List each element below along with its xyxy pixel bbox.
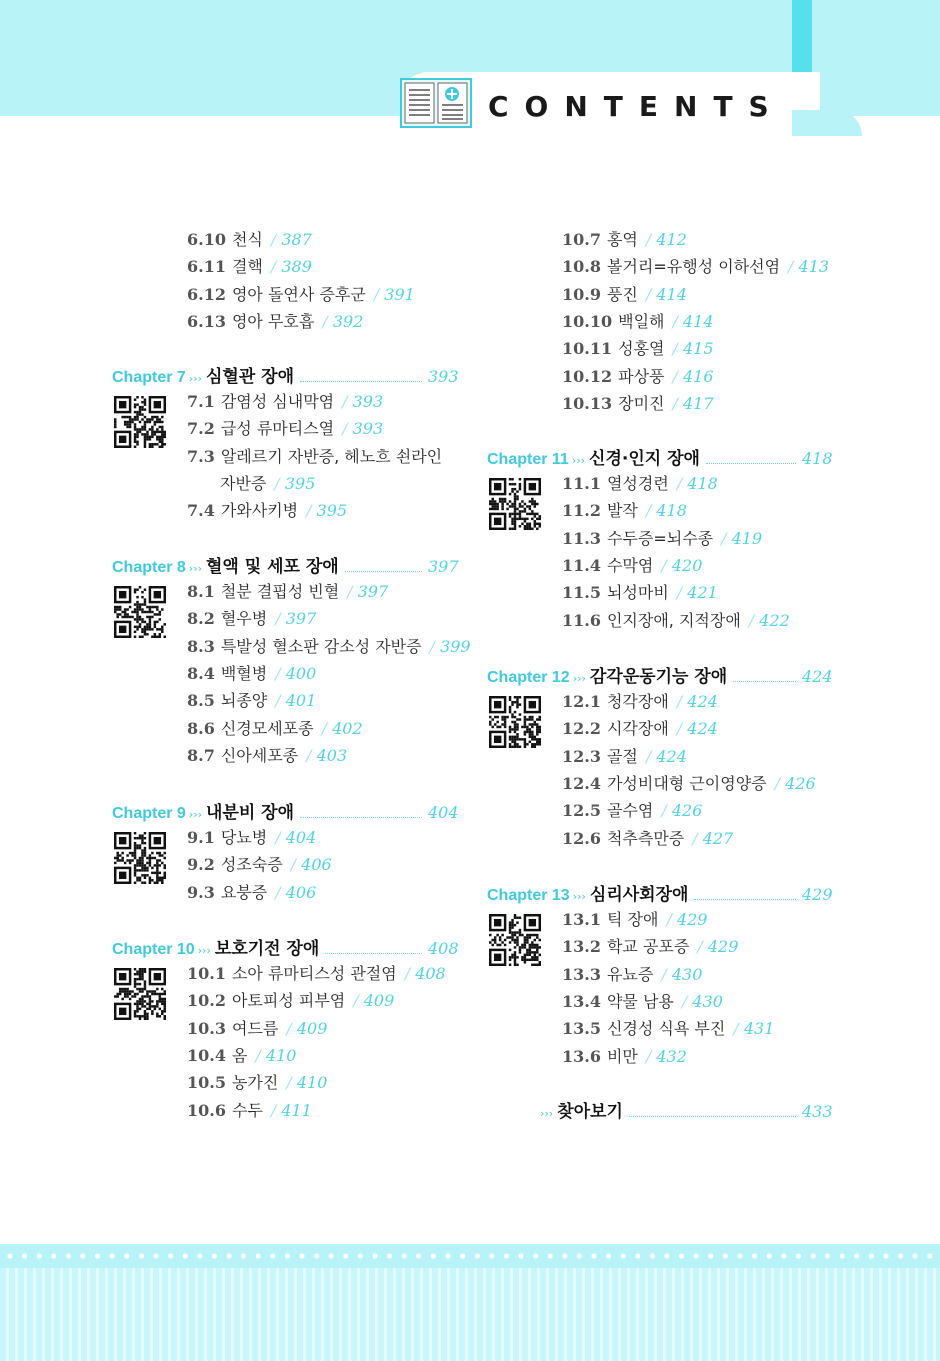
page-number: / 402: [322, 719, 363, 738]
toc-entry[interactable]: [562, 774, 816, 794]
page-number: / 410: [255, 1046, 296, 1065]
toc-entry[interactable]: [187, 964, 446, 984]
toc-entry[interactable]: [562, 367, 714, 387]
footer-stripes: [0, 1268, 940, 1361]
chapter-page-number: 397: [428, 557, 459, 576]
qr-code-icon[interactable]: [114, 586, 166, 638]
toc-entry[interactable]: [187, 257, 312, 277]
page-number: / 430: [682, 992, 723, 1011]
section-number: 12.5: [562, 801, 601, 821]
section-number: 9.1: [187, 828, 215, 847]
page-number: / 424: [677, 719, 718, 738]
section-number: 10.5: [187, 1073, 226, 1093]
toc-entry[interactable]: [187, 392, 383, 412]
section-title: 볼거리=유행성 이하선염: [606, 257, 781, 277]
toc-entry[interactable]: [562, 910, 707, 930]
toc-entry[interactable]: [562, 501, 687, 521]
page-number: / 395: [306, 501, 347, 520]
section-number: 12.2: [562, 719, 601, 739]
chapter-page-number: 393: [428, 367, 459, 386]
section-number: 10.6: [187, 1100, 226, 1120]
section-title: 천식: [231, 230, 263, 249]
section-title: 골절: [606, 746, 638, 766]
section-title: 시각장애: [606, 719, 669, 739]
page-number: / 403: [306, 746, 347, 765]
page-number: / 397: [347, 582, 388, 601]
section-number: 12.4: [562, 773, 601, 793]
page-number: / 406: [291, 855, 332, 874]
section-number: 11.1: [562, 474, 601, 493]
section-number: 10.9: [562, 284, 601, 304]
page-number: / 429: [666, 910, 707, 929]
page-number: / 389: [271, 257, 312, 276]
chapter-label: Chapter 13: [487, 887, 570, 904]
toc-entry[interactable]: [562, 992, 723, 1012]
toc-entry[interactable]: [187, 883, 316, 903]
page-number: / 400: [275, 664, 316, 683]
section-title: 급성 류마티스열: [220, 419, 335, 439]
toc-entry[interactable]: [562, 747, 687, 767]
section-number: 13.6: [562, 1046, 601, 1066]
toc-entry[interactable]: [187, 1046, 296, 1066]
leader-dots: [300, 817, 422, 818]
section-title: 신아세포종: [220, 745, 299, 765]
chevron-right-icon: ›››: [572, 672, 586, 685]
section-number: 8.1: [187, 582, 215, 601]
toc-entry[interactable]: [187, 746, 347, 766]
section-title: 틱 장애: [606, 910, 659, 929]
page-number: / 427: [692, 829, 733, 848]
chapter-heading[interactable]: [112, 556, 339, 580]
toc-entry[interactable]: [562, 829, 733, 849]
page-number: / 424: [646, 747, 687, 766]
page-number: / 387: [271, 230, 312, 249]
section-number: 6.13: [187, 311, 226, 331]
section-title: 홍역: [606, 230, 638, 249]
section-title: 당뇨병: [220, 828, 268, 847]
section-number: 10.12: [562, 366, 613, 386]
section-title: 신경모세포종: [220, 718, 314, 738]
page-number: / 397: [275, 609, 316, 628]
toc-entry[interactable]: [187, 312, 363, 332]
section-title: 신경성 식욕 부진: [606, 1019, 726, 1039]
section-title: 풍진: [606, 284, 638, 304]
page-number: / 392: [322, 312, 363, 331]
leader-dots: [733, 681, 796, 682]
section-number: 11.3: [562, 528, 601, 548]
section-title: 유뇨증: [606, 964, 654, 984]
page-number: / 393: [342, 419, 383, 438]
section-number: 13.3: [562, 964, 601, 984]
toc-entry[interactable]: [562, 312, 714, 332]
page-number: / 422: [749, 611, 790, 630]
toc-entry[interactable]: [187, 828, 316, 848]
toc-entry[interactable]: [562, 556, 702, 576]
book-plus-icon: [400, 78, 472, 128]
section-title: 척추측만증: [606, 828, 685, 848]
page-number: / 409: [286, 1019, 327, 1038]
toc-entry[interactable]: [562, 937, 738, 957]
toc-entry[interactable]: [562, 339, 714, 359]
toc-entry[interactable]: [187, 855, 332, 875]
page-number: / 429: [697, 937, 738, 956]
page-number: / 418: [677, 474, 718, 493]
page-number: / 406: [275, 883, 316, 902]
section-number: 12.1: [562, 692, 601, 711]
section-number: 11.6: [562, 610, 601, 630]
chapter-title: 혈액 및 세포 장애: [206, 557, 339, 577]
page-number: / 424: [677, 692, 718, 711]
toc-entry[interactable]: [187, 582, 388, 602]
toc-entry[interactable]: [562, 583, 718, 603]
section-title: 혈우병: [220, 609, 268, 629]
section-title: 파상풍: [618, 366, 665, 386]
section-number: 8.7: [187, 745, 215, 765]
section-title: 백혈병: [220, 663, 268, 683]
section-title: 약물 남용: [606, 991, 674, 1011]
chapter-heading[interactable]: [112, 802, 294, 826]
page-number: / 426: [661, 801, 702, 820]
chapter-title: 심리사회장애: [589, 885, 689, 905]
section-title: 발작: [606, 501, 638, 521]
section-title: 비만: [606, 1046, 638, 1066]
toc-entry[interactable]: [562, 1047, 687, 1067]
page-number: / 413: [788, 257, 829, 276]
section-number: 10.2: [187, 991, 226, 1011]
chapter-label: Chapter 8: [112, 559, 186, 576]
chapter-page-number: 418: [802, 449, 833, 468]
chapter-heading[interactable]: [112, 366, 294, 390]
toc-entry[interactable]: [562, 965, 702, 985]
section-number: 10.11: [562, 339, 613, 359]
page-number: / 393: [342, 392, 383, 411]
chapter-title: 보호기전 장애: [214, 939, 320, 959]
section-title: 학교 공포증: [606, 937, 690, 957]
section-number: 10.7: [562, 230, 601, 249]
section-title: 알레르기 자반증, 헤노흐 쇤라인: [220, 446, 443, 466]
chapter-heading[interactable]: [537, 1101, 623, 1125]
toc-entry[interactable]: [562, 394, 714, 414]
toc-entry[interactable]: [562, 611, 790, 631]
section-number: 13.2: [562, 937, 601, 957]
page-number: / 414: [646, 285, 687, 304]
toc-entry[interactable]: [187, 719, 363, 739]
toc-entry[interactable]: [187, 285, 415, 305]
page-number: / 417: [672, 394, 713, 413]
page-number: / 414: [672, 312, 713, 331]
section-title: 옴: [231, 1045, 248, 1065]
chapter-title: 심혈관 장애: [206, 367, 295, 387]
leader-dots: [345, 571, 422, 572]
toc-entry[interactable]: [194, 474, 315, 494]
section-title: 수막염: [606, 555, 654, 575]
section-number: 10.8: [562, 257, 601, 277]
section-number: 12.3: [562, 746, 601, 766]
toc-entry[interactable]: [562, 474, 718, 494]
page-number: / 431: [733, 1019, 774, 1038]
toc-entry[interactable]: [562, 1019, 774, 1039]
page-number: / 404: [275, 828, 316, 847]
qr-code-icon[interactable]: [489, 914, 541, 966]
section-number: 9.2: [187, 855, 215, 875]
section-number: 12.6: [562, 828, 601, 848]
section-title: 결핵: [231, 257, 263, 277]
section-title: 성조숙증: [220, 855, 283, 875]
section-title: 가성비대형 근이영양증: [606, 773, 767, 793]
chapter-title: 찾아보기: [557, 1102, 623, 1122]
page-number: / 411: [271, 1101, 312, 1120]
page-number: / 421: [677, 583, 718, 602]
page-number: / 419: [721, 529, 762, 548]
chapter-heading[interactable]: [487, 884, 688, 908]
section-title: 요붕증: [220, 882, 268, 902]
section-title: 수두증=뇌수종: [606, 528, 714, 548]
toc-entry[interactable]: [187, 230, 312, 250]
chapter-title: 신경·인지 장애: [589, 449, 700, 469]
section-title: 농가진: [231, 1073, 279, 1093]
chapter-label: Chapter 7: [112, 369, 186, 386]
section-title: 인지장애, 지적장애: [606, 610, 741, 630]
toc-entry[interactable]: [187, 419, 383, 439]
toc-entry[interactable]: [187, 637, 471, 657]
contents-title: CONTENTS: [488, 90, 785, 123]
section-number: 10.10: [562, 311, 613, 331]
chevron-right-icon: ›››: [197, 944, 211, 957]
section-title: 장미진: [618, 393, 665, 413]
page-number: / 430: [661, 965, 702, 984]
section-title: 영아 무호흡: [231, 311, 315, 331]
leader-dots: [629, 1116, 796, 1117]
section-title: 청각장애: [606, 692, 669, 711]
section-title: 백일해: [618, 311, 665, 331]
section-title: 골수염: [606, 801, 654, 821]
chevron-right-icon: ›››: [572, 890, 586, 903]
section-title: 성홍열: [618, 339, 665, 359]
section-number: 6.12: [187, 284, 226, 304]
toc-entry[interactable]: [187, 609, 316, 629]
section-number: 13.1: [562, 910, 601, 929]
section-number: 10.13: [562, 393, 613, 413]
chapter-page-number: 408: [428, 939, 459, 958]
chapter-page-number: 404: [428, 803, 459, 822]
section-title: 영아 돌연사 증후군: [231, 284, 366, 304]
section-title: 수두: [231, 1100, 263, 1120]
section-title: 감염성 심내막염: [220, 392, 335, 411]
page-number: / 426: [775, 774, 816, 793]
page-number: / 420: [661, 556, 702, 575]
section-number: 8.4: [187, 663, 215, 683]
page-number: / 401: [275, 691, 316, 710]
header-banner: [0, 0, 940, 136]
toc-entry[interactable]: [187, 991, 394, 1011]
section-title: 뇌종양: [220, 691, 268, 711]
qr-code-icon[interactable]: [114, 396, 166, 448]
toc-entry[interactable]: [562, 257, 829, 277]
leader-dots: [300, 381, 422, 382]
section-number: 7.2: [187, 419, 215, 439]
chevron-right-icon: ›››: [571, 454, 586, 467]
chapter-title: 내분비 장애: [206, 803, 295, 823]
page-number: / 408: [405, 964, 446, 983]
page-number: / 409: [353, 991, 394, 1010]
section-number: 13.4: [562, 991, 601, 1011]
chevron-right-icon: ›››: [188, 562, 202, 575]
section-number: 11.4: [562, 555, 601, 575]
section-number: 6.10: [187, 230, 226, 249]
footer-dot-row: [0, 1244, 940, 1268]
chapter-page-number: 429: [802, 885, 833, 904]
chapter-label: Chapter 10: [112, 941, 195, 958]
chapter-heading[interactable]: [112, 938, 319, 962]
section-number: 7.3: [187, 446, 215, 466]
toc-entry[interactable]: [562, 529, 762, 549]
section-number: 10.3: [187, 1018, 226, 1038]
section-number: 13.5: [562, 1019, 601, 1039]
section-number: 6.11: [187, 257, 226, 277]
qr-code-icon[interactable]: [489, 696, 541, 748]
section-number: 7.1: [187, 392, 215, 411]
page-number: / 415: [672, 339, 713, 358]
chevron-right-icon: ›››: [188, 808, 202, 821]
section-number: 11.5: [562, 583, 601, 603]
toc-entry[interactable]: [187, 691, 316, 711]
page-number: / 395: [274, 474, 315, 493]
section-number: 8.2: [187, 609, 215, 629]
section-title: 특발성 혈소판 감소성 자반증: [220, 636, 422, 656]
section-title: 아토피성 피부염: [231, 991, 346, 1011]
page-number: / 418: [646, 501, 687, 520]
leader-dots: [706, 463, 796, 464]
toc-entry[interactable]: [187, 1073, 327, 1093]
page-number: / 432: [646, 1047, 687, 1066]
toc-entry[interactable]: [187, 447, 442, 467]
toc-entry[interactable]: [562, 285, 687, 305]
chevron-right-icon: ›››: [540, 1107, 554, 1120]
qr-code-icon[interactable]: [114, 968, 166, 1020]
leader-dots: [325, 953, 422, 954]
page-number: / 399: [430, 637, 471, 656]
toc-entry[interactable]: [187, 664, 316, 684]
section-number: 8.5: [187, 691, 215, 711]
section-title: 철분 결핍성 빈혈: [220, 582, 340, 601]
section-number: 7.4: [187, 501, 215, 521]
chapter-page-number: 433: [802, 1102, 833, 1121]
qr-code-icon[interactable]: [489, 478, 541, 530]
page-number: / 416: [672, 367, 713, 386]
section-number: 10.4: [187, 1045, 226, 1065]
chevron-right-icon: ›››: [188, 372, 202, 385]
section-title: 열성경련: [606, 474, 669, 493]
footer-decoration: [0, 1244, 940, 1361]
section-number: 9.3: [187, 882, 215, 902]
chapter-heading[interactable]: [487, 448, 700, 472]
toc-entry[interactable]: [562, 692, 718, 712]
chapter-label: Chapter 11: [487, 451, 569, 468]
toc-entry[interactable]: [187, 501, 347, 521]
chapter-label: Chapter 12: [487, 669, 570, 686]
toc-entry[interactable]: [562, 230, 687, 250]
section-number: 8.6: [187, 718, 215, 738]
section-title: 여드름: [231, 1018, 279, 1038]
section-title: 소아 류마티스성 관절염: [231, 964, 397, 983]
leader-dots: [694, 899, 796, 900]
section-title: 자반증: [220, 473, 267, 493]
page-number: / 391: [374, 285, 415, 304]
page-number: / 410: [286, 1073, 327, 1092]
toc-entry[interactable]: [562, 719, 718, 739]
section-title: 뇌성마비: [606, 583, 669, 603]
chapter-title: 감각운동기능 장애: [589, 667, 728, 687]
section-title: 가와사키병: [220, 501, 299, 521]
section-number: 10.1: [187, 964, 226, 983]
toc-entry[interactable]: [187, 1019, 327, 1039]
toc-entry[interactable]: [562, 801, 702, 821]
chapter-heading[interactable]: [487, 666, 727, 690]
chapter-page-number: 424: [802, 667, 833, 686]
page-number: / 412: [646, 230, 687, 249]
section-number: 8.3: [187, 636, 215, 656]
chapter-label: Chapter 9: [112, 805, 186, 822]
section-number: 11.2: [562, 501, 601, 521]
toc-entry[interactable]: [187, 1101, 312, 1121]
qr-code-icon[interactable]: [114, 832, 166, 884]
